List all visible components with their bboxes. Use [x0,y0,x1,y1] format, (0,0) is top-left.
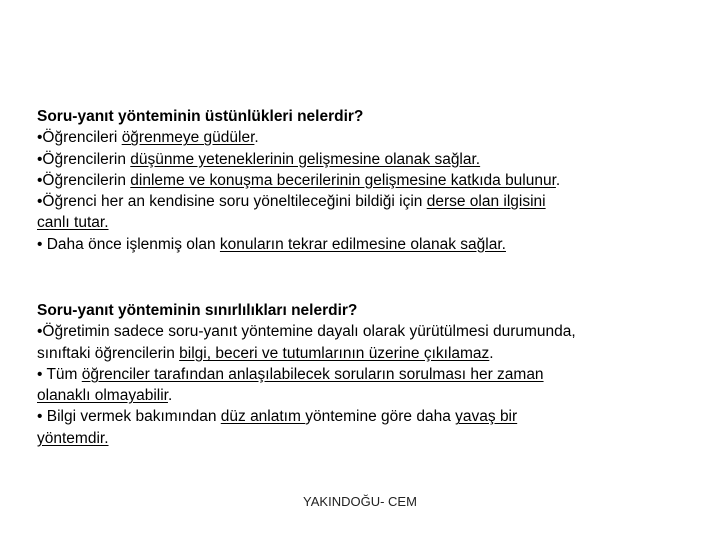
limitation-item-continuation: sınıftaki öğrencilerin bilgi, beceri ve tutumlarının üzerine çıkılamaz. [37,344,494,362]
advantage-item: •Öğrencilerin dinleme ve konuşma becerilerinin gelişmesine katkıda bulunur. [37,171,561,189]
author-footer: YAKINDOĞU- CEM [303,494,417,509]
limitations-section [37,300,677,449]
limitation-item-continuation: olanaklı olmayabilir. [37,387,173,405]
limitation-item-continuation: yöntemdir. [37,429,109,447]
limitations-heading: Soru-yanıt yönteminin sınırlılıkları nelerdir? [37,302,358,319]
advantage-item: • Daha önce işlenmiş olan konuların tekrar edilmesine olanak sağlar. [37,235,506,253]
advantage-item-continuation: canlı tutar. [37,214,109,232]
advantages-heading: Soru-yanıt yönteminin üstünlükleri nelerdir? [37,108,364,125]
advantage-item: •Öğrencileri öğrenmeye güdüler. [37,129,259,147]
advantages-section [37,106,677,255]
advantage-item: •Öğrencilerin düşünme yeteneklerinin gelişmesine olanak sağlar. [37,150,481,168]
limitation-item: • Bilgi vermek bakımından düz anlatım yöntemine göre daha yavaş bir [37,408,518,426]
advantage-item: •Öğrenci her an kendisine soru yöneltileceğini bildiği için derse olan ilgisini [37,193,546,211]
limitation-item: • Tüm öğrenciler tarafından anlaşılabilecek soruların sorulması her zaman [37,365,544,383]
limitation-item: •Öğretimin sadece soru-yanıt yöntemine dayalı olarak yürütülmesi durumunda, [37,323,576,341]
